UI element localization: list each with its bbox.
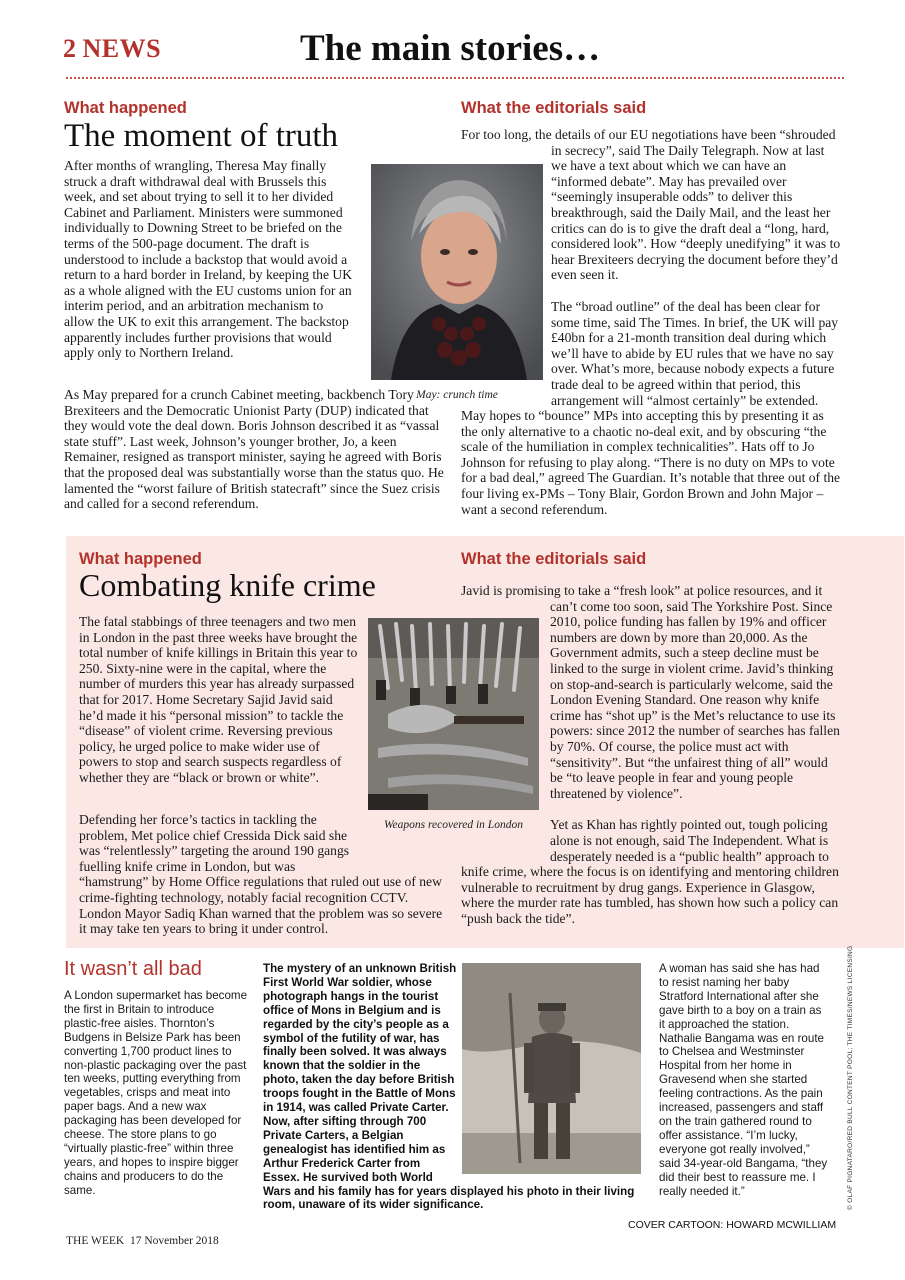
good-news-col2-text: The mystery of an unknown British First World War soldier, whose photograph hangs in the tourist office of Mons in Belgium and is regarded by the city’s people as a symbol of the futility of war, has finally been solved. It was always known that the soldier in the photo, taken the day before British troops fought in the Battle of Mons in 1914, was called Private Carter. Now, after sifting through 700 Private Carters, a Belgian genealogist has identified him as Arthur Frederick Carter from Essex. He survived both World Wars and his family has for years displayed his photo in their living room, unaware of its wider significance. <box>263 962 635 1212</box>
section-name: NEWS <box>82 34 162 63</box>
story2-left-paragraph-2: Defending her force’s tactics in tackling the problem, Met police chief Cressida Dick said she was “relentlessly” targeting the around 190 gangs fuelling knife crime in London, but was “hamstrung” by Home Office regulations that ruled out use of new crime-fighting technology, notably facial recognition CCTV. London Mayor Sadiq Khan warned that the problem was so severe it may take ten years to bring it under control. <box>79 812 443 937</box>
story2-right-paragraph-2: Yet as Khan has rightly pointed out, tough policing alone is not enough, said The Independent. What is desperately needed is a “public health” approach to knife crime, where the focus is on identifying and mentoring children vulnerable to recruitment by drug gangs. Experience in Glasgow, where the murder rate has tumbled, has shown how such a policy can “push back the tide”. <box>461 817 839 926</box>
story1-kicker-right: What the editorials said <box>461 99 647 117</box>
story1-kicker-left: What happened <box>64 99 187 117</box>
cover-cartoon-credit: COVER CARTOON: HOWARD MCWILLIAM <box>628 1219 837 1231</box>
story2-headline: Combating knife crime <box>79 567 376 603</box>
story2-photo-caption: Weapons recovered in London <box>384 819 523 831</box>
good-news-heading: It wasn’t all bad <box>64 958 202 980</box>
story1-headline: The moment of truth <box>64 118 339 154</box>
page-section-label <box>63 34 161 64</box>
page-title: The main stories… <box>300 28 601 69</box>
story2-body-left-p2 <box>79 812 447 953</box>
soldier-photo <box>462 963 641 1174</box>
story1-photo-caption: May: crunch time <box>416 389 498 401</box>
good-news-col1: A London supermarket has become the first in Britain to introduce plastic-free aisles. Thornton’s Budgens in Belsize Park has been converting 1,700 product lines to non-plastic packaging over the past ten weeks, putting everything from vegetables, crisps and meat into paper bags. And a new wax packaging has been developed for cheese. The store plans to go “virtually plastic-free” within three years, and hopes to inspire bigger chains and producers to do the same. <box>64 989 248 1197</box>
story1-left-paragraph-2: As May prepared for a crunch Cabinet meeting, backbench Tory Brexiteers and the Democratic Unionist Party (DUP) indicated that they would vote the deal down. Boris Johnson described it as “vassal state stuff”. Last week, Johnson’s younger brother, Jo, a keen Remainer, resigned as transport minister, saying he agreed with Boris that the proposed deal was substantially worse than the status quo. He lamented the “worst failure of British statecraft” since the Suez crisis and called for a second referendum. <box>64 387 444 512</box>
good-news-col3: A woman has said she has had to resist naming her baby Stratford International after she gave birth to a boy on a train as it approached the station. Nathalie Bangama was en route to Chelsea and Westminster Hospital from her home in Gravesend when she started feeling contractions. As the pain increased, passengers and staff on the train gathered round to offer assistance. “I’m lucky, everyone got really involved,” said 34-year-old Bangama, “they did their best to reassure me. I really needed it.” <box>659 962 828 1198</box>
story2-kicker-left: What happened <box>79 550 202 568</box>
story1-body-left-p2 <box>64 387 450 528</box>
story1-body-right <box>461 127 841 533</box>
story2-left-paragraph-1: The fatal stabbings of three teenagers and two men in London in the past three weeks have brought the total number of knife killings in Britain this year to 250. Sixty-nine were in the capital, where the number of murders this year has already surpassed that for 2017. Home Secretary Sajid Javid said he’d made it his “personal mission” to tackle the “disease” of violent crime. Reversing previous policy, he urged police to make wider use of powers to stop and search suspects regardless of whether they are “black or brown or white”. <box>79 614 358 785</box>
story2-right-paragraph-1: Javid is promising to take a “fresh look” at police resources, and it can’t come too soon, said The Yorkshire Post. Since 2010, police funding has fallen by 19% and officer numbers are down by more than 20,000. As the Government admits, such a steep decline must be linked to the surge in violent crime. Javid’s thinking on stop-and-search is particularly welcome, said the London Evening Standard. One reason why knife crime has “shot up” is the Met’s reluctance to use its powers: since 2012 the number of searches has fallen by 70%. Of course, the police must act with “sensitivity”. But “the unfairest thing of all” would be “to leave people in fear and young people threatened by violence”. <box>461 583 840 801</box>
story2-right-wrap-spacer <box>461 583 550 853</box>
story1-right-wrap-spacer <box>461 127 551 402</box>
photo-credit-vertical: © OLAF PIGNATARO/RED BULL CONTENT POOL; THE TIMES/NEWS LICENSING <box>847 945 854 1210</box>
story2-body-left-p1 <box>79 614 359 802</box>
story1-right-paragraph-2: The “broad outline” of the deal has been clear for some time, said The Times. In brief, the UK will pay £40bn for a 21-month transition deal during which we’ll have to abide by EU rules that we have no say over. What’s more, because nobody expects a future trade deal to be agreed within that period, this arrangement will “almost certainly” be extended. May hopes to “bounce” MPs into accepting this by presenting it as the only alternative to a chaotic no-deal exit, and by obscuring “the scale of the humiliation in complex technicalities”. Hats off to Jo Johnson for refusing to play along. “There is no duty on MPs to vote for a bad deal,” agreed The Guardian. It’s notable that three out of the four living ex-PMs – Tony Blair, Gordon Brown and John Major – want a second referendum. <box>461 298 841 517</box>
header-divider <box>66 77 844 79</box>
page-footer: THE WEEK 17 November 2018 <box>66 1235 219 1247</box>
story2-body-right <box>461 583 843 942</box>
story1-left-paragraph-1: After months of wrangling, Theresa May finally struck a draft withdrawal deal with Brussels this week, and set about trying to sell it to her divided Cabinet and Parliament. Ministers were summoned individually to Downing Street to be briefed on the terms of the 500-page document. The draft is understood to include a backstop that would avoid a return to a hard border in Ireland, by keeping the UK as a whole aligned with the EU customs union for an interim period, and an arbitration mechanism to allow the UK to exit this arrangement. The backstop apparently includes further provisions that would apply only to Northern Ireland. <box>64 158 353 361</box>
story2-kicker-right: What the editorials said <box>461 550 647 568</box>
page-number: 2 <box>63 34 77 63</box>
story1-body-left-p1 <box>64 158 356 377</box>
story1-right-paragraph-1: For too long, the details of our EU negotiations have been “shrouded in secrecy”, said The Daily Telegraph. Now at last we have a text about which we can have an “informed debate”. May has prevailed over “seemingly insuperable odds” to deliver this breakthrough, said the Daily Mail, and the least her critics can do is to give the draft deal a “long, hard, considered look”. How “deeply unedifying” it was to hear Brexiteers decrying the document before they’d even seen it. <box>461 127 841 283</box>
